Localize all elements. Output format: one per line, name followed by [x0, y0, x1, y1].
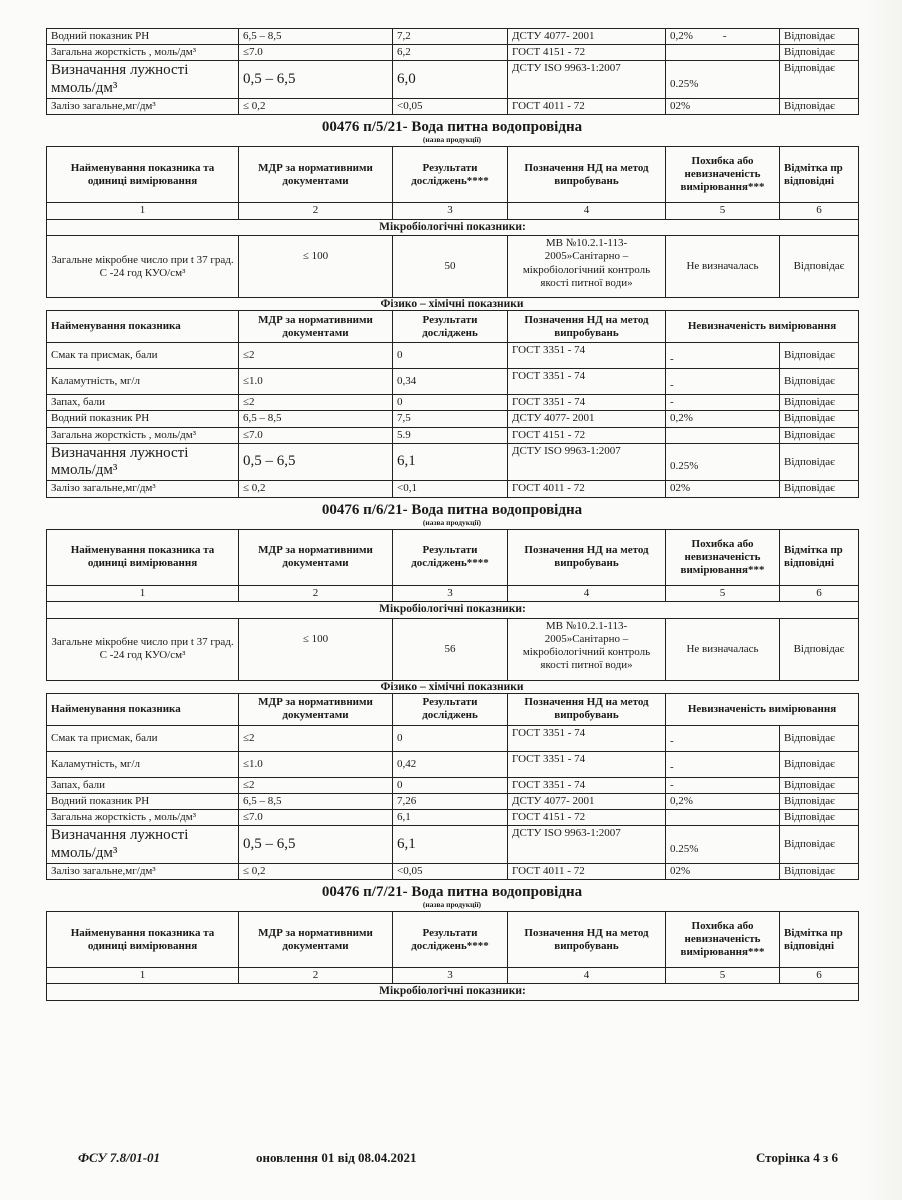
row-method: ГОСТ 4011 - 72 — [508, 98, 666, 114]
row-mdr: 0,5 – 6,5 — [239, 443, 393, 481]
table-row — [47, 369, 859, 395]
top-results-table — [46, 28, 859, 115]
phys-header-name: Найменування показника — [47, 311, 239, 343]
column-number: 5 — [666, 585, 780, 601]
row-result: 0 — [393, 777, 508, 793]
row-result: 0 — [393, 395, 508, 411]
row-name: Залізо загальне,мг/дм³ — [47, 863, 239, 879]
micro-uncertainty: Не визначалась — [666, 236, 780, 298]
column-number: 3 — [393, 968, 508, 984]
row-mark: Відповідає — [780, 826, 859, 864]
micro-mark: Відповідає — [780, 236, 859, 298]
column-number: 1 — [47, 203, 239, 219]
column-number: 1 — [47, 585, 239, 601]
header-result: Результати досліджень**** — [393, 147, 508, 203]
column-number: 4 — [508, 203, 666, 219]
section-micro: Мікробіологічні показники: — [47, 219, 859, 236]
column-number: 4 — [508, 968, 666, 984]
header-mdr: МДР за нормативними документами — [239, 147, 393, 203]
row-mark: Відповідає — [780, 343, 859, 369]
row-mark: Відповідає — [780, 395, 859, 411]
row-uncertainty: - — [666, 395, 780, 411]
header-name: Найменування показника та одиниці вимірювання — [47, 147, 239, 203]
row-method: ДСТУ ISO 9963-1:2007 — [508, 61, 666, 99]
row-mdr: 0,5 – 6,5 — [239, 61, 393, 99]
header-uncertainty: Похибка або невизначеність вимірювання*** — [666, 529, 780, 585]
phys-table — [46, 310, 859, 497]
row-result: 6,1 — [393, 810, 508, 826]
row-mdr: 0,5 – 6,5 — [239, 826, 393, 864]
phys-header-name: Найменування показника — [47, 693, 239, 725]
header-uncertainty: Похибка або невизначеність вимірювання*** — [666, 147, 780, 203]
row-method: ГОСТ 3351 - 74 — [508, 751, 666, 777]
row-mdr: ≤ 0,2 — [239, 481, 393, 497]
column-number: 6 — [780, 203, 859, 219]
row-result: 7,2 — [393, 29, 508, 45]
phys-header-method: Позначення НД на метод випробувань — [508, 693, 666, 725]
footer-page-number: Сторінка 4 з 6 — [755, 1150, 838, 1165]
row-result: 0 — [393, 343, 508, 369]
row-uncertainty — [666, 810, 780, 826]
row-mdr: ≤2 — [239, 395, 393, 411]
row-result: <0,1 — [393, 481, 508, 497]
header-mark: Відмітка пр відповідні — [780, 529, 859, 585]
row-name: Запах, бали — [47, 395, 239, 411]
product-title-block — [46, 501, 858, 527]
row-mark: Відповідає — [780, 61, 859, 99]
product-subtitle: (назва продукції) — [422, 517, 482, 527]
phys-table — [46, 693, 859, 880]
row-mark: Відповідає — [780, 98, 859, 114]
row-method: ГОСТ 3351 - 74 — [508, 369, 666, 395]
table-row — [47, 751, 859, 777]
row-mdr: ≤ 0,2 — [239, 863, 393, 879]
table-row — [47, 395, 859, 411]
column-number: 6 — [780, 585, 859, 601]
product-title: 00476 п/5/21- Вода питна водопровідна — [321, 119, 583, 136]
row-result: 0,34 — [393, 369, 508, 395]
header-mdr: МДР за нормативними документами — [239, 912, 393, 968]
row-mdr: ≤7.0 — [239, 427, 393, 443]
row-uncertainty — [666, 45, 780, 61]
row-method: ДСТУ ISO 9963-1:2007 — [508, 826, 666, 864]
micro-mdr: ≤ 100 — [239, 618, 393, 680]
row-method: ДСТУ ISO 9963-1:2007 — [508, 443, 666, 481]
row-mark: Відповідає — [780, 443, 859, 481]
header-result: Результати досліджень**** — [393, 912, 508, 968]
header-result: Результати досліджень**** — [393, 529, 508, 585]
column-number: 5 — [666, 203, 780, 219]
row-mdr: ≤1.0 — [239, 369, 393, 395]
section-phys: Фізико – хімічні показники — [380, 298, 524, 311]
row-method: ДСТУ 4077- 2001 — [508, 29, 666, 45]
table-row — [47, 427, 859, 443]
row-result: <0,05 — [393, 98, 508, 114]
table-row — [47, 481, 859, 497]
header-name: Найменування показника та одиниці вимірювання — [47, 529, 239, 585]
phys-header-result: Результати досліджень — [393, 693, 508, 725]
column-number: 5 — [666, 968, 780, 984]
row-result: 6,1 — [393, 443, 508, 481]
column-number: 6 — [780, 968, 859, 984]
row-name: Водний показник РН — [47, 411, 239, 427]
row-mark: Відповідає — [780, 369, 859, 395]
row-mark: Відповідає — [780, 810, 859, 826]
micro-mdr: ≤ 100 — [239, 236, 393, 298]
header-method: Позначення НД на метод випробувань — [508, 912, 666, 968]
row-mark: Відповідає — [780, 45, 859, 61]
row-name: Визначання лужності ммоль/дм³ — [47, 826, 239, 864]
table-row — [47, 777, 859, 793]
phys-header-method: Позначення НД на метод випробувань — [508, 311, 666, 343]
row-uncertainty — [666, 29, 780, 45]
phys-header-uncertainty: Невизначеність вимірювання — [666, 693, 859, 725]
table-row — [47, 29, 859, 45]
row-mark: Відповідає — [780, 725, 859, 751]
row-uncertainty: - — [666, 777, 780, 793]
column-number: 1 — [47, 968, 239, 984]
micro-uncertainty: Не визначалась — [666, 618, 780, 680]
row-uncertainty: 0,2% — [666, 793, 780, 809]
micro-result: 50 — [393, 236, 508, 298]
micro-table — [46, 911, 859, 1001]
row-result: 0 — [393, 725, 508, 751]
micro-name: Загальне мікробне число при t 37 град. С -24 год КУО/см³ — [47, 618, 239, 680]
row-result: 6,1 — [393, 826, 508, 864]
phys-header-mdr: МДР за нормативними документами — [239, 693, 393, 725]
row-name: Залізо загальне,мг/дм³ — [47, 481, 239, 497]
table-row — [47, 826, 859, 864]
row-mdr: ≤7.0 — [239, 45, 393, 61]
row-name: Визначання лужності ммоль/дм³ — [47, 61, 239, 99]
row-mdr: ≤2 — [239, 725, 393, 751]
row-mdr: ≤2 — [239, 777, 393, 793]
header-name: Найменування показника та одиниці вимірювання — [47, 912, 239, 968]
row-result: 6,0 — [393, 61, 508, 99]
table-row — [47, 411, 859, 427]
row-mark: Відповідає — [780, 751, 859, 777]
row-name: Загальна жорсткість , моль/дм³ — [47, 45, 239, 61]
row-mark: Відповідає — [780, 481, 859, 497]
micro-table — [46, 529, 859, 681]
table-row — [47, 343, 859, 369]
table-row — [47, 443, 859, 481]
row-result: 0,42 — [393, 751, 508, 777]
row-method: ГОСТ 4011 - 72 — [508, 481, 666, 497]
table-row — [47, 810, 859, 826]
row-mark: Відповідає — [780, 863, 859, 879]
row-uncertainty — [666, 427, 780, 443]
table-row — [47, 793, 859, 809]
column-number: 3 — [393, 203, 508, 219]
row-result: 6,2 — [393, 45, 508, 61]
row-method: ГОСТ 4151 - 72 — [508, 427, 666, 443]
row-uncertainty-dash: - — [722, 30, 727, 42]
column-number: 2 — [239, 203, 393, 219]
row-name: Загальна жорсткість , моль/дм³ — [47, 427, 239, 443]
row-name: Залізо загальне,мг/дм³ — [47, 98, 239, 114]
row-method: ДСТУ 4077- 2001 — [508, 411, 666, 427]
row-uncertainty: 02% — [666, 863, 780, 879]
row-name: Каламутність, мг/л — [47, 369, 239, 395]
product-title-block — [46, 118, 858, 144]
row-mdr: ≤2 — [239, 343, 393, 369]
row-uncertainty: 0.25% — [666, 61, 780, 99]
row-uncertainty: - — [666, 725, 780, 751]
row-method: ГОСТ 3351 - 74 — [508, 777, 666, 793]
row-result: 7,5 — [393, 411, 508, 427]
row-uncertainty: - — [666, 343, 780, 369]
phys-header-uncertainty: Невизначеність вимірювання — [666, 311, 859, 343]
header-uncertainty: Похибка або невизначеність вимірювання*** — [666, 912, 780, 968]
row-mark: Відповідає — [780, 29, 859, 45]
table-row — [47, 98, 859, 114]
row-mdr: ≤7.0 — [239, 810, 393, 826]
micro-method: МВ №10.2.1-113-2005»Санітарно – мікробіологічний контроль якості питної води» — [508, 236, 666, 298]
row-mark: Відповідає — [780, 777, 859, 793]
header-mark: Відмітка пр відповідні — [780, 912, 859, 968]
table-row — [47, 45, 859, 61]
product-title-block — [46, 883, 858, 909]
footer-form-code: ФСУ 7.8/01-01 — [78, 1150, 161, 1165]
row-mark: Відповідає — [780, 411, 859, 427]
row-name: Загальна жорсткість , моль/дм³ — [47, 810, 239, 826]
row-mdr: ≤ 0,2 — [239, 98, 393, 114]
row-method: ГОСТ 3351 - 74 — [508, 343, 666, 369]
row-mark: Відповідає — [780, 793, 859, 809]
row-name: Запах, бали — [47, 777, 239, 793]
row-name: Смак та присмак, бали — [47, 343, 239, 369]
phys-header-result: Результати досліджень — [393, 311, 508, 343]
row-method: ГОСТ 3351 - 74 — [508, 395, 666, 411]
column-number: 2 — [239, 968, 393, 984]
header-method: Позначення НД на метод випробувань — [508, 529, 666, 585]
row-name: Смак та присмак, бали — [47, 725, 239, 751]
row-mdr: 6,5 – 8,5 — [239, 411, 393, 427]
table-row — [47, 725, 859, 751]
row-mdr: 6,5 – 8,5 — [239, 29, 393, 45]
phys-header-mdr: МДР за нормативними документами — [239, 311, 393, 343]
row-method: ГОСТ 3351 - 74 — [508, 725, 666, 751]
row-uncertainty: 0.25% — [666, 826, 780, 864]
header-method: Позначення НД на метод випробувань — [508, 147, 666, 203]
section-micro: Мікробіологічні показники: — [47, 984, 859, 1001]
micro-method: МВ №10.2.1-113-2005»Санітарно – мікробіологічний контроль якості питної води» — [508, 618, 666, 680]
row-method: ГОСТ 4151 - 72 — [508, 810, 666, 826]
column-number: 4 — [508, 585, 666, 601]
product-title: 00476 п/7/21- Вода питна водопровідна — [321, 884, 583, 901]
row-uncertainty: - — [666, 369, 780, 395]
micro-mark: Відповідає — [780, 618, 859, 680]
product-title: 00476 п/6/21- Вода питна водопровідна — [321, 501, 583, 518]
table-row — [47, 61, 859, 99]
row-name: Каламутність, мг/л — [47, 751, 239, 777]
row-uncertainty: 0.25% — [666, 443, 780, 481]
micro-result: 56 — [393, 618, 508, 680]
page-edge-shadow — [858, 0, 902, 1200]
header-mdr: МДР за нормативними документами — [239, 529, 393, 585]
header-mark: Відмітка пр відповідні — [780, 147, 859, 203]
product-subtitle: (назва продукції) — [422, 135, 482, 145]
column-number: 3 — [393, 585, 508, 601]
row-name: Водний показник РН — [47, 29, 239, 45]
micro-name: Загальне мікробне число при t 37 град. С -24 год КУО/см³ — [47, 236, 239, 298]
row-name: Водний показник РН — [47, 793, 239, 809]
row-mdr: 6,5 – 8,5 — [239, 793, 393, 809]
row-mark: Відповідає — [780, 427, 859, 443]
section-phys: Фізико – хімічні показники — [380, 680, 524, 693]
row-result: <0,05 — [393, 863, 508, 879]
section-micro: Мікробіологічні показники: — [47, 601, 859, 618]
table-row — [47, 863, 859, 879]
row-uncertainty-value: 0,2% — [670, 30, 693, 42]
row-result: 5.9 — [393, 427, 508, 443]
micro-table — [46, 146, 859, 298]
row-uncertainty: 02% — [666, 481, 780, 497]
row-method: ГОСТ 4151 - 72 — [508, 45, 666, 61]
row-uncertainty: 0,2% — [666, 411, 780, 427]
row-uncertainty: 02% — [666, 98, 780, 114]
report-sheet — [46, 28, 858, 1001]
row-method: ГОСТ 4011 - 72 — [508, 863, 666, 879]
row-result: 7,26 — [393, 793, 508, 809]
product-subtitle: (назва продукції) — [422, 900, 482, 910]
row-mdr: ≤1.0 — [239, 751, 393, 777]
column-number: 2 — [239, 585, 393, 601]
row-method: ДСТУ 4077- 2001 — [508, 793, 666, 809]
footer-revision: оновлення 01 від 08.04.2021 — [256, 1150, 417, 1165]
row-name: Визначання лужності ммоль/дм³ — [47, 443, 239, 481]
row-uncertainty: - — [666, 751, 780, 777]
